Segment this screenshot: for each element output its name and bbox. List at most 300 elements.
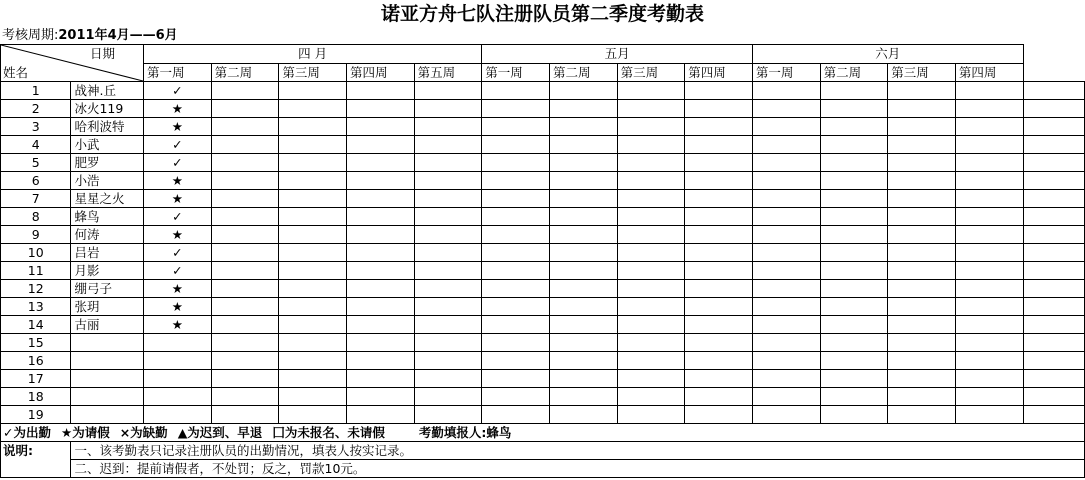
- attendance-cell[interactable]: [482, 154, 550, 172]
- attendance-cell[interactable]: [482, 406, 550, 424]
- member-name[interactable]: [71, 388, 144, 406]
- attendance-cell[interactable]: [1023, 406, 1084, 424]
- attendance-cell[interactable]: [617, 118, 685, 136]
- attendance-cell[interactable]: [888, 82, 956, 100]
- attendance-cell[interactable]: [346, 190, 414, 208]
- attendance-cell[interactable]: [279, 190, 347, 208]
- attendance-cell[interactable]: [888, 136, 956, 154]
- attendance-cell[interactable]: [211, 370, 279, 388]
- attendance-cell[interactable]: [685, 334, 753, 352]
- attendance-cell[interactable]: [211, 406, 279, 424]
- note-row: [1, 442, 1085, 460]
- attendance-cell[interactable]: [752, 190, 820, 208]
- attendance-cell[interactable]: [1023, 316, 1084, 334]
- attendance-cell[interactable]: [549, 298, 617, 316]
- week-header: 第一周: [144, 63, 212, 82]
- attendance-cell[interactable]: [752, 316, 820, 334]
- attendance-mark[interactable]: ★: [144, 172, 212, 190]
- attendance-cell[interactable]: [549, 172, 617, 190]
- attendance-cell[interactable]: [279, 118, 347, 136]
- attendance-cell[interactable]: [279, 172, 347, 190]
- attendance-cell[interactable]: [211, 100, 279, 118]
- attendance-cell[interactable]: [346, 208, 414, 226]
- attendance-cell[interactable]: [279, 370, 347, 388]
- member-name[interactable]: [71, 334, 144, 352]
- member-name[interactable]: [71, 370, 144, 388]
- attendance-cell[interactable]: [1023, 280, 1084, 298]
- attendance-cell[interactable]: [752, 118, 820, 136]
- attendance-cell[interactable]: [211, 388, 279, 406]
- attendance-cell[interactable]: [414, 298, 482, 316]
- attendance-cell[interactable]: [955, 388, 1023, 406]
- attendance-cell[interactable]: [279, 154, 347, 172]
- member-name[interactable]: 星星之火: [71, 190, 144, 208]
- attendance-cell[interactable]: [955, 406, 1023, 424]
- attendance-cell[interactable]: [414, 100, 482, 118]
- attendance-cell[interactable]: [346, 334, 414, 352]
- member-name[interactable]: 肥罗: [71, 154, 144, 172]
- member-name[interactable]: 战神.丘: [71, 82, 144, 100]
- attendance-cell[interactable]: [617, 172, 685, 190]
- attendance-cell[interactable]: [549, 352, 617, 370]
- attendance-cell[interactable]: [617, 334, 685, 352]
- attendance-cell[interactable]: [346, 352, 414, 370]
- attendance-cell[interactable]: [752, 244, 820, 262]
- attendance-cell[interactable]: [414, 280, 482, 298]
- member-name[interactable]: 月影: [71, 262, 144, 280]
- attendance-cell[interactable]: [685, 100, 753, 118]
- attendance-cell[interactable]: [549, 154, 617, 172]
- attendance-cell[interactable]: [1023, 298, 1084, 316]
- attendance-cell[interactable]: [549, 280, 617, 298]
- row-number: 9: [1, 226, 71, 244]
- attendance-cell[interactable]: [820, 118, 888, 136]
- attendance-cell[interactable]: [685, 244, 753, 262]
- attendance-cell[interactable]: [346, 100, 414, 118]
- attendance-cell[interactable]: [617, 136, 685, 154]
- attendance-cell[interactable]: [752, 352, 820, 370]
- attendance-cell[interactable]: [482, 316, 550, 334]
- attendance-cell[interactable]: [482, 100, 550, 118]
- attendance-cell[interactable]: [617, 370, 685, 388]
- attendance-cell[interactable]: [482, 244, 550, 262]
- attendance-cell[interactable]: [955, 100, 1023, 118]
- attendance-cell[interactable]: [955, 352, 1023, 370]
- attendance-cell[interactable]: [1023, 334, 1084, 352]
- attendance-cell[interactable]: [752, 370, 820, 388]
- attendance-mark[interactable]: ★: [144, 226, 212, 244]
- attendance-cell[interactable]: [955, 118, 1023, 136]
- member-name[interactable]: 张玥: [71, 298, 144, 316]
- attendance-cell[interactable]: [279, 388, 347, 406]
- attendance-cell[interactable]: [414, 334, 482, 352]
- attendance-cell[interactable]: [820, 262, 888, 280]
- attendance-cell[interactable]: [279, 352, 347, 370]
- attendance-cell[interactable]: [888, 154, 956, 172]
- attendance-cell[interactable]: [279, 316, 347, 334]
- attendance-cell[interactable]: [685, 352, 753, 370]
- attendance-mark[interactable]: ✓: [144, 136, 212, 154]
- attendance-cell[interactable]: [888, 226, 956, 244]
- attendance-cell[interactable]: [482, 172, 550, 190]
- attendance-cell[interactable]: [955, 136, 1023, 154]
- attendance-cell[interactable]: [549, 370, 617, 388]
- attendance-cell[interactable]: [414, 370, 482, 388]
- attendance-mark[interactable]: [144, 352, 212, 370]
- attendance-cell[interactable]: [279, 334, 347, 352]
- month-header: 六月: [752, 45, 1023, 64]
- attendance-cell[interactable]: [752, 100, 820, 118]
- attendance-cell[interactable]: [888, 208, 956, 226]
- attendance-cell[interactable]: [685, 298, 753, 316]
- attendance-cell[interactable]: [617, 244, 685, 262]
- attendance-mark[interactable]: ★: [144, 100, 212, 118]
- attendance-cell[interactable]: [955, 244, 1023, 262]
- attendance-mark[interactable]: ★: [144, 280, 212, 298]
- attendance-cell[interactable]: [955, 370, 1023, 388]
- attendance-cell[interactable]: [752, 262, 820, 280]
- attendance-cell[interactable]: [752, 226, 820, 244]
- attendance-cell[interactable]: [482, 226, 550, 244]
- attendance-cell[interactable]: [549, 226, 617, 244]
- attendance-cell[interactable]: [820, 208, 888, 226]
- row-number: 2: [1, 100, 71, 118]
- attendance-cell[interactable]: [346, 226, 414, 244]
- attendance-cell[interactable]: [211, 154, 279, 172]
- attendance-cell[interactable]: [685, 82, 753, 100]
- attendance-cell[interactable]: [279, 280, 347, 298]
- attendance-cell[interactable]: [617, 154, 685, 172]
- attendance-cell[interactable]: [482, 136, 550, 154]
- attendance-cell[interactable]: [346, 280, 414, 298]
- member-name[interactable]: 何涛: [71, 226, 144, 244]
- row-number: 15: [1, 334, 71, 352]
- attendance-cell[interactable]: [685, 208, 753, 226]
- attendance-cell[interactable]: [888, 334, 956, 352]
- attendance-cell[interactable]: [346, 316, 414, 334]
- attendance-cell[interactable]: [482, 334, 550, 352]
- member-row: [1, 136, 1085, 154]
- member-name[interactable]: 小浩: [71, 172, 144, 190]
- member-name[interactable]: 蜂鸟: [71, 208, 144, 226]
- attendance-cell[interactable]: [346, 388, 414, 406]
- attendance-cell[interactable]: [414, 172, 482, 190]
- attendance-mark[interactable]: ✓: [144, 262, 212, 280]
- week-header: 第三周: [888, 63, 956, 82]
- attendance-cell[interactable]: [211, 298, 279, 316]
- attendance-cell[interactable]: [820, 244, 888, 262]
- attendance-cell[interactable]: [1023, 208, 1084, 226]
- attendance-cell[interactable]: [346, 370, 414, 388]
- attendance-cell[interactable]: [1023, 262, 1084, 280]
- attendance-cell[interactable]: [888, 406, 956, 424]
- attendance-cell[interactable]: [617, 190, 685, 208]
- attendance-cell[interactable]: [617, 226, 685, 244]
- attendance-cell[interactable]: [279, 406, 347, 424]
- attendance-cell[interactable]: [414, 190, 482, 208]
- attendance-cell[interactable]: [1023, 244, 1084, 262]
- attendance-cell[interactable]: [685, 406, 753, 424]
- attendance-cell[interactable]: [549, 262, 617, 280]
- attendance-mark[interactable]: ✓: [144, 82, 212, 100]
- attendance-cell[interactable]: [685, 190, 753, 208]
- attendance-cell[interactable]: [685, 136, 753, 154]
- attendance-cell[interactable]: [955, 82, 1023, 100]
- attendance-cell[interactable]: [1023, 388, 1084, 406]
- attendance-cell[interactable]: [1023, 370, 1084, 388]
- attendance-mark[interactable]: [144, 334, 212, 352]
- attendance-cell[interactable]: [955, 262, 1023, 280]
- attendance-cell[interactable]: [685, 280, 753, 298]
- attendance-cell[interactable]: [482, 262, 550, 280]
- attendance-cell[interactable]: [211, 136, 279, 154]
- attendance-cell[interactable]: [888, 118, 956, 136]
- attendance-cell[interactable]: [617, 388, 685, 406]
- attendance-cell[interactable]: [888, 244, 956, 262]
- attendance-cell[interactable]: [617, 298, 685, 316]
- attendance-cell[interactable]: [414, 118, 482, 136]
- attendance-cell[interactable]: [346, 82, 414, 100]
- attendance-cell[interactable]: [955, 208, 1023, 226]
- attendance-cell[interactable]: [955, 280, 1023, 298]
- attendance-cell[interactable]: [888, 298, 956, 316]
- attendance-cell[interactable]: [820, 316, 888, 334]
- attendance-cell[interactable]: [617, 262, 685, 280]
- attendance-cell[interactable]: [820, 352, 888, 370]
- row-number: 1: [1, 82, 71, 100]
- attendance-mark[interactable]: ★: [144, 118, 212, 136]
- attendance-cell[interactable]: [549, 244, 617, 262]
- attendance-cell[interactable]: [820, 226, 888, 244]
- attendance-cell[interactable]: [279, 226, 347, 244]
- attendance-cell[interactable]: [482, 388, 550, 406]
- attendance-cell[interactable]: [1023, 136, 1084, 154]
- attendance-cell[interactable]: [752, 388, 820, 406]
- member-row: [1, 172, 1085, 190]
- attendance-cell[interactable]: [888, 352, 956, 370]
- attendance-cell[interactable]: [414, 136, 482, 154]
- attendance-cell[interactable]: [414, 82, 482, 100]
- attendance-cell[interactable]: [685, 262, 753, 280]
- attendance-cell[interactable]: [346, 154, 414, 172]
- attendance-cell[interactable]: [279, 262, 347, 280]
- attendance-cell[interactable]: [346, 136, 414, 154]
- attendance-cell[interactable]: [1023, 226, 1084, 244]
- attendance-cell[interactable]: [888, 100, 956, 118]
- attendance-cell[interactable]: [820, 190, 888, 208]
- attendance-cell[interactable]: [346, 118, 414, 136]
- attendance-cell[interactable]: [279, 136, 347, 154]
- attendance-cell[interactable]: [211, 316, 279, 334]
- diagonal-header-box: [1, 45, 143, 81]
- attendance-cell[interactable]: [820, 280, 888, 298]
- member-name[interactable]: 古丽: [71, 316, 144, 334]
- attendance-cell[interactable]: [820, 388, 888, 406]
- attendance-cell[interactable]: [1023, 82, 1084, 100]
- attendance-cell[interactable]: [482, 352, 550, 370]
- attendance-cell[interactable]: [211, 352, 279, 370]
- attendance-cell[interactable]: [752, 406, 820, 424]
- attendance-cell[interactable]: [549, 208, 617, 226]
- attendance-cell[interactable]: [414, 262, 482, 280]
- attendance-cell[interactable]: [888, 370, 956, 388]
- attendance-cell[interactable]: [752, 82, 820, 100]
- attendance-cell[interactable]: [549, 316, 617, 334]
- attendance-cell[interactable]: [482, 208, 550, 226]
- attendance-cell[interactable]: [1023, 352, 1084, 370]
- attendance-cell[interactable]: [549, 136, 617, 154]
- attendance-cell[interactable]: [482, 190, 550, 208]
- attendance-cell[interactable]: [549, 190, 617, 208]
- attendance-cell[interactable]: [482, 82, 550, 100]
- attendance-cell[interactable]: [346, 244, 414, 262]
- attendance-cell[interactable]: [820, 298, 888, 316]
- attendance-cell[interactable]: [955, 298, 1023, 316]
- attendance-cell[interactable]: [752, 208, 820, 226]
- attendance-cell[interactable]: [549, 334, 617, 352]
- attendance-cell[interactable]: [549, 406, 617, 424]
- attendance-cell[interactable]: [955, 226, 1023, 244]
- attendance-cell[interactable]: [211, 172, 279, 190]
- attendance-cell[interactable]: [955, 334, 1023, 352]
- attendance-cell[interactable]: [211, 190, 279, 208]
- attendance-cell[interactable]: [482, 280, 550, 298]
- attendance-cell[interactable]: [888, 262, 956, 280]
- attendance-mark[interactable]: ✓: [144, 154, 212, 172]
- member-name[interactable]: [71, 352, 144, 370]
- attendance-cell[interactable]: [617, 100, 685, 118]
- attendance-mark[interactable]: [144, 406, 212, 424]
- attendance-mark[interactable]: ★: [144, 298, 212, 316]
- attendance-cell[interactable]: [549, 388, 617, 406]
- attendance-cell[interactable]: [752, 154, 820, 172]
- attendance-cell[interactable]: [549, 82, 617, 100]
- attendance-cell[interactable]: [1023, 100, 1084, 118]
- attendance-cell[interactable]: [279, 82, 347, 100]
- attendance-cell[interactable]: [414, 154, 482, 172]
- attendance-cell[interactable]: [617, 280, 685, 298]
- attendance-cell[interactable]: [211, 244, 279, 262]
- attendance-cell[interactable]: [279, 208, 347, 226]
- attendance-cell[interactable]: [820, 172, 888, 190]
- attendance-cell[interactable]: [752, 136, 820, 154]
- row-number: 6: [1, 172, 71, 190]
- attendance-cell[interactable]: [414, 388, 482, 406]
- attendance-cell[interactable]: [414, 226, 482, 244]
- attendance-cell[interactable]: [279, 298, 347, 316]
- attendance-mark[interactable]: ✓: [144, 244, 212, 262]
- attendance-cell[interactable]: [346, 172, 414, 190]
- attendance-cell[interactable]: [888, 280, 956, 298]
- member-name[interactable]: 小武: [71, 136, 144, 154]
- attendance-cell[interactable]: [888, 316, 956, 334]
- attendance-cell[interactable]: [346, 262, 414, 280]
- attendance-cell[interactable]: [685, 118, 753, 136]
- attendance-cell[interactable]: [685, 172, 753, 190]
- attendance-cell[interactable]: [617, 82, 685, 100]
- week-header: 第二周: [549, 63, 617, 82]
- attendance-cell[interactable]: [820, 370, 888, 388]
- attendance-cell[interactable]: [752, 280, 820, 298]
- attendance-mark[interactable]: ✓: [144, 208, 212, 226]
- attendance-cell[interactable]: [414, 316, 482, 334]
- attendance-cell[interactable]: [955, 154, 1023, 172]
- attendance-cell[interactable]: [617, 208, 685, 226]
- attendance-cell[interactable]: [211, 82, 279, 100]
- attendance-cell[interactable]: [346, 406, 414, 424]
- attendance-cell[interactable]: [1023, 172, 1084, 190]
- attendance-cell[interactable]: [820, 334, 888, 352]
- attendance-cell[interactable]: [617, 316, 685, 334]
- attendance-cell[interactable]: [752, 298, 820, 316]
- attendance-cell[interactable]: [888, 388, 956, 406]
- attendance-cell[interactable]: [820, 100, 888, 118]
- attendance-cell[interactable]: [820, 406, 888, 424]
- attendance-cell[interactable]: [955, 172, 1023, 190]
- attendance-cell[interactable]: [346, 298, 414, 316]
- attendance-cell[interactable]: [685, 388, 753, 406]
- attendance-cell[interactable]: [279, 100, 347, 118]
- attendance-cell[interactable]: [685, 316, 753, 334]
- attendance-cell[interactable]: [1023, 118, 1084, 136]
- member-row: [1, 244, 1085, 262]
- attendance-cell[interactable]: [1023, 154, 1084, 172]
- attendance-cell[interactable]: [549, 118, 617, 136]
- attendance-cell[interactable]: [414, 352, 482, 370]
- attendance-cell[interactable]: [820, 154, 888, 172]
- attendance-cell[interactable]: [888, 190, 956, 208]
- attendance-mark[interactable]: [144, 388, 212, 406]
- attendance-cell[interactable]: [617, 406, 685, 424]
- attendance-mark[interactable]: ★: [144, 190, 212, 208]
- member-name[interactable]: 吕岩: [71, 244, 144, 262]
- attendance-cell[interactable]: [617, 352, 685, 370]
- attendance-cell[interactable]: [414, 406, 482, 424]
- member-name[interactable]: [71, 406, 144, 424]
- attendance-cell[interactable]: [211, 334, 279, 352]
- attendance-cell[interactable]: [685, 226, 753, 244]
- attendance-cell[interactable]: [211, 262, 279, 280]
- attendance-cell[interactable]: [685, 154, 753, 172]
- note-row: [1, 460, 1085, 478]
- member-name[interactable]: 冰火119: [71, 100, 144, 118]
- attendance-cell[interactable]: [752, 334, 820, 352]
- attendance-cell[interactable]: [414, 244, 482, 262]
- attendance-cell[interactable]: [211, 118, 279, 136]
- attendance-cell[interactable]: [482, 298, 550, 316]
- attendance-cell[interactable]: [482, 118, 550, 136]
- attendance-cell[interactable]: [211, 280, 279, 298]
- attendance-mark[interactable]: ★: [144, 316, 212, 334]
- attendance-cell[interactable]: [211, 226, 279, 244]
- attendance-cell[interactable]: [820, 82, 888, 100]
- attendance-cell[interactable]: [888, 172, 956, 190]
- attendance-cell[interactable]: [279, 244, 347, 262]
- attendance-cell[interactable]: [211, 208, 279, 226]
- attendance-cell[interactable]: [820, 136, 888, 154]
- member-name[interactable]: 哈利波特: [71, 118, 144, 136]
- attendance-cell[interactable]: [1023, 190, 1084, 208]
- attendance-cell[interactable]: [752, 172, 820, 190]
- member-name[interactable]: 绷弓子: [71, 280, 144, 298]
- attendance-cell[interactable]: [955, 316, 1023, 334]
- attendance-mark[interactable]: [144, 370, 212, 388]
- attendance-cell[interactable]: [955, 190, 1023, 208]
- attendance-cell[interactable]: [685, 370, 753, 388]
- attendance-cell[interactable]: [414, 208, 482, 226]
- attendance-cell[interactable]: [549, 100, 617, 118]
- attendance-cell[interactable]: [482, 370, 550, 388]
